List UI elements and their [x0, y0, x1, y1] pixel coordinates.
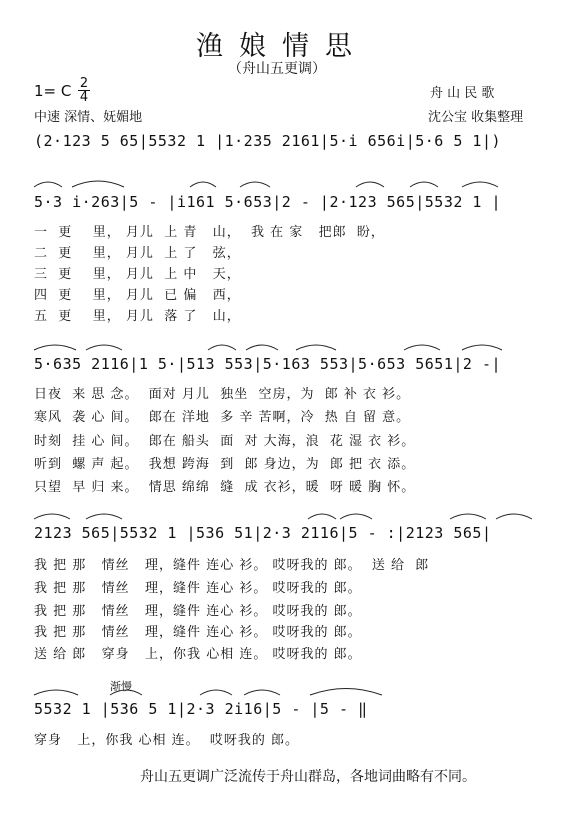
slur	[86, 345, 122, 350]
staff-intro-notation: (2·123 5 65|5532 1 |1·235 2161|5·i 656i|5·6 5 1|)	[34, 132, 502, 150]
slur	[72, 181, 124, 187]
slur	[308, 514, 336, 519]
slur	[200, 690, 232, 695]
slur	[34, 514, 70, 519]
slur	[110, 690, 142, 695]
staff-2-lyric-verse-2: 二 更 里， 月儿 上 了 弦，	[34, 246, 241, 261]
tempo-mark: 渐慢	[110, 680, 132, 693]
slur	[462, 182, 498, 187]
song-title: 渔娘情思	[196, 31, 368, 62]
slur	[240, 182, 270, 187]
staff-4-notation: 2123 565|5532 1 |536 51|2·3 2116|5 - :|2123 565|	[34, 524, 492, 542]
staff-2-lyric-verse-3: 三 更 里， 月儿 上 中 天，	[34, 267, 241, 282]
slur	[356, 182, 384, 187]
staff-4-lyric-verse-4: 我 把 那 情丝 理，缝件 连心 衫。 哎呀我的 郎。	[34, 625, 362, 640]
staff-3-lyric-verse-5: 只望 早 归 来。 情思 绵绵 缝 成 衣衫，暖 呀 暖 胸 怀。	[34, 480, 416, 495]
staff-4-lyric-verse-2: 我 把 那 情丝 理，缝件 连心 衫。 哎呀我的 郎。	[34, 581, 362, 596]
slur	[410, 182, 438, 187]
slur	[34, 345, 76, 350]
time-signature-bottom: 4	[79, 90, 89, 105]
slur	[496, 514, 532, 519]
collector-label: 沈公宝 收集整理	[428, 110, 524, 125]
slur	[404, 345, 440, 350]
slur	[34, 690, 78, 695]
staff-4-lyric-verse-5: 送 给 郎 穿身 上，你我 心相 连。 哎呀我的 郎。	[34, 647, 362, 662]
slur	[208, 345, 236, 350]
staff-2-lyric-verse-1: 一 更 里， 月儿 上 青 山， 我 在 家 把郎 盼，	[34, 225, 385, 240]
staff-5-lyric: 穿身 上，你我 心相 连。 哎呀我的 郎。	[34, 733, 300, 748]
slur	[462, 345, 502, 350]
staff-3-notation: 5·635 2116|1 5·|513 553|5·163 553|5·653 5651|2 -|	[34, 355, 502, 373]
song-subtitle: （舟山五更调）	[228, 61, 326, 77]
staff-3-lyric-verse-1: 日夜 来 思 念。 面对 月儿 独坐 空房，为 郎 补 衣 衫。	[34, 387, 411, 402]
slur	[34, 182, 62, 187]
slur	[450, 514, 486, 519]
staff-4-lyric-verse-1: 我 把 那 情丝 理，缝件 连心 衫。 哎呀我的 郎。 送 给 郎	[34, 558, 430, 573]
staff-2-lyric-verse-5: 五 更 里， 月儿 落 了 山，	[34, 309, 241, 324]
origin-label: 舟 山 民 歌	[430, 86, 495, 101]
time-signature-top: 2	[79, 76, 89, 91]
slur	[246, 345, 278, 350]
staff-3-lyric-verse-4: 听到 螺 声 起。 我想 跨海 到 郎 身边，为 郎 把 衣 添。	[34, 457, 416, 472]
slur	[310, 689, 382, 696]
staff-2-notation: 5·3 i·263|5 - |i161 5·653|2 - |2·123 565|5532 1 |	[34, 193, 502, 211]
key-signature: 1= C	[34, 82, 72, 100]
footer-note: 舟山五更调广泛流传于舟山群岛，各地词曲略有不同。	[140, 769, 476, 785]
slur	[296, 345, 336, 350]
slur	[190, 182, 216, 187]
staff-4-lyric-verse-3: 我 把 那 情丝 理，缝件 连心 衫。 哎呀我的 郎。	[34, 604, 362, 619]
staff-2-lyric-verse-4: 四 更 里， 月儿 已 偏 西，	[34, 288, 241, 303]
slur	[340, 514, 372, 519]
slur	[86, 514, 122, 519]
staff-3-lyric-verse-2: 寒风 袭 心 间。 郎在 洋地 多 辛 苦啊，冷 热 自 留 意。	[34, 410, 411, 425]
tempo-expression: 中速 深情、妩媚地	[34, 110, 143, 125]
staff-3-lyric-verse-3: 时刻 挂 心 间。 郎在 船头 面 对 大海，浪 花 湿 衣 衫。	[34, 434, 416, 449]
slur	[244, 690, 280, 695]
staff-5-notation: 5532 1 |536 5 1|2·3 2i16|5 - |5 - ‖	[34, 700, 368, 718]
